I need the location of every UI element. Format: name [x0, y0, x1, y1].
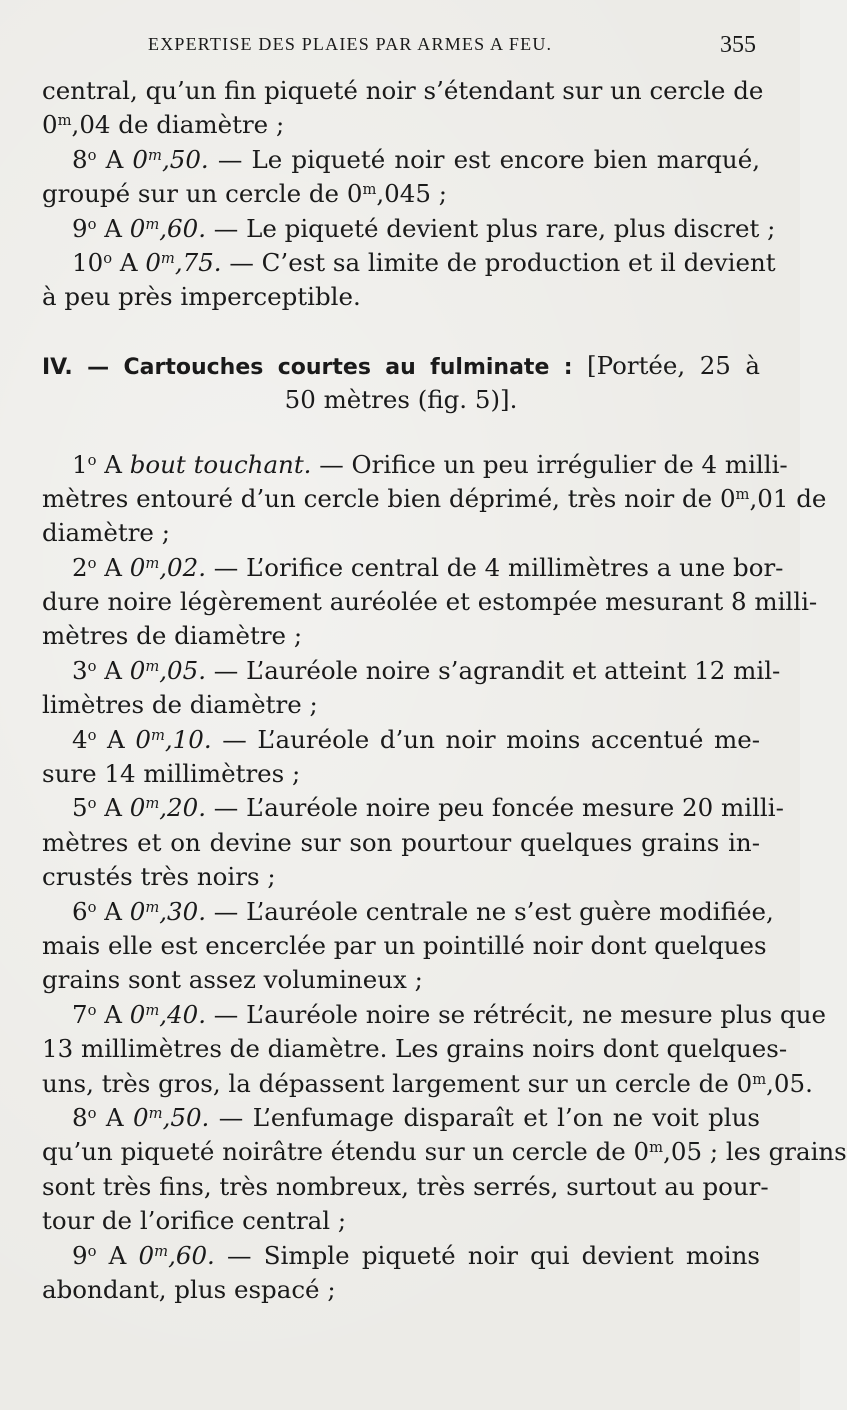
- text-line: 10$^o$ A 0$^m$,75. — C’est sa limite de production et il devient: [72, 247, 776, 277]
- text-line: 3$^o$ A 0$^m$,05. — L’auréole noire s’agrandit et atteint 12 mil-: [72, 655, 781, 685]
- text-line: grains sont assez volumineux ;: [42, 965, 423, 995]
- text-line: 5$^o$ A 0$^m$,20. — L’auréole noire peu foncée mesure 20 milli-: [72, 793, 784, 823]
- text-line: limètres de diamètre ;: [42, 690, 318, 720]
- text-line: 8$^o$ A 0$^m$,50. — Le piqueté noir est encore bien marqué,: [72, 144, 760, 174]
- text-line: tour de l’orifice central ;: [42, 1206, 347, 1236]
- text-line: 6$^o$ A 0$^m$,30. — L’auréole centrale ne s’est guère modifiée,: [72, 896, 774, 926]
- text-line: sont très fins, très nombreux, très serrés, surtout au pour-: [42, 1171, 769, 1201]
- text-line: 4$^o$ A 0$^m$,10. — L’auréole d’un noir moins accentué me-: [72, 724, 760, 754]
- text-line: dure noire légèrement auréolée et estompée mesurant 8 milli-: [42, 587, 818, 617]
- text-line: 13 millimètres de diamètre. Les grains noirs dont quelques-: [42, 1034, 788, 1064]
- text-line: 0$^m$,04 de diamètre ;: [42, 110, 285, 140]
- running-title: EXPERTISE DES PLAIES PAR ARMES A FEU.: [148, 34, 553, 54]
- text-line: 2$^o$ A 0$^m$,02. — L’orifice central de 4 millimètres a une bor-: [72, 552, 784, 582]
- text-line: 9$^o$ A 0$^m$,60. — Simple piqueté noir qui devient moins: [72, 1240, 760, 1270]
- text-line: uns, très gros, la dépassent largement sur un cercle de 0$^m$,05.: [42, 1068, 813, 1098]
- section-heading: IV. — Cartouches courtes au fulminate : [Portée, 25 à: [42, 350, 760, 380]
- text-line: 8$^o$ A 0$^m$,50. — L’enfumage disparaît et l’on ne voit plus: [72, 1102, 760, 1132]
- text-line: mètres et on devine sur son pourtour quelques grains in-: [42, 827, 760, 857]
- page-header: [148, 34, 756, 64]
- section-heading-continued: 50 mètres (fig. 5)].: [284, 385, 518, 415]
- text-line: diamètre ;: [42, 518, 170, 548]
- text-line: à peu près imperceptible.: [42, 282, 361, 312]
- text-line: 7$^o$ A 0$^m$,40. — L’auréole noire se rétrécit, ne mesure plus que: [72, 999, 826, 1029]
- spacer: [42, 418, 760, 448]
- text-line: sure 14 millimètres ;: [42, 759, 301, 789]
- spacer: [42, 315, 760, 349]
- text-line: abondant, plus espacé ;: [42, 1274, 336, 1304]
- page-number: 355: [720, 32, 756, 58]
- text-line: crustés très noirs ;: [42, 862, 276, 892]
- text-line: central, qu’un fin piqueté noir s’étendant sur un cercle de: [42, 76, 764, 105]
- text-line: 9$^o$ A 0$^m$,60. — Le piqueté devient plus rare, plus discret ;: [72, 213, 776, 243]
- text-line: 1$^o$ A bout touchant. — Orifice un peu irrégulier de 4 milli-: [72, 449, 788, 479]
- text-line: qu’un piqueté noirâtre étendu sur un cercle de 0$^m$,05 ; les grains: [42, 1137, 847, 1167]
- text-line: mètres entouré d’un cercle bien déprimé, très noir de 0$^m$,01 de: [42, 483, 827, 513]
- text-line: groupé sur un cercle de 0$^m$,045 ;: [42, 179, 447, 209]
- text-line: mètres de diamètre ;: [42, 621, 303, 651]
- body-text: [42, 74, 847, 1307]
- text-line: mais elle est encerclée par un pointillé noir dont quelques: [42, 930, 767, 960]
